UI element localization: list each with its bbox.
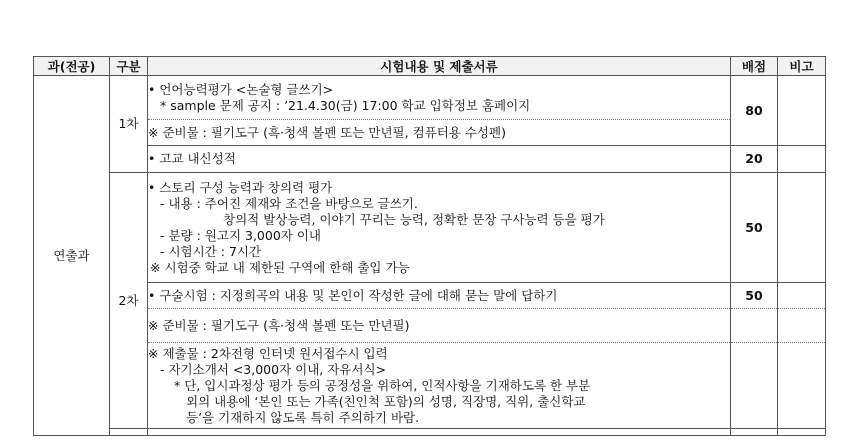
header-major: 과(전공) bbox=[34, 57, 110, 76]
stage2-item1 bbox=[148, 173, 731, 283]
stage2-item2: • 구술시험 : 지정희곡의 내용 및 본인이 작성한 글에 대해 묻는 말에 답하기 bbox=[148, 283, 731, 309]
stage1-prep: ※ 준비물 : 필기도구 (흑·청색 볼펜 또는 만년필, 컴퓨터용 수성펜) bbox=[148, 120, 731, 146]
next-note-cell bbox=[778, 429, 826, 436]
stage1-item1-note-cell bbox=[778, 76, 826, 146]
stage2-item1-time: - 시험시간 : 7시간 bbox=[160, 243, 262, 259]
table-header-row bbox=[34, 57, 826, 76]
stage2-submit-note-cell bbox=[778, 343, 826, 429]
table-row bbox=[34, 343, 826, 429]
header-score: 배점 bbox=[731, 57, 778, 76]
next-stage-cell bbox=[110, 429, 148, 436]
stage2-item1-note-cell bbox=[778, 173, 826, 283]
stage1-label: 1차 bbox=[110, 76, 148, 173]
stage2-submit-essay: - 자기소개서 <3,000자 이내, 자유서식> bbox=[160, 361, 387, 377]
stage2-item1-notice: ※ 시험중 학교 내 제한된 구역에 한해 출입 가능 bbox=[150, 259, 410, 275]
header-note: 비고 bbox=[778, 57, 826, 76]
stage1-item1-score: 80 bbox=[731, 76, 778, 146]
next-content-cell bbox=[148, 429, 731, 436]
table-row bbox=[34, 283, 826, 309]
stage2-item1-length: - 분량 : 원고지 3,000자 이내 bbox=[160, 227, 321, 243]
stage2-prep-note-cell bbox=[778, 309, 826, 343]
table-row bbox=[34, 429, 826, 436]
stage2-item1-content: - 내용 : 주어진 제재와 조건을 바탕으로 글쓰기. bbox=[160, 195, 418, 211]
table-row bbox=[34, 146, 826, 173]
stage1-item1 bbox=[148, 76, 731, 120]
header-content: 시험내용 및 제출서류 bbox=[148, 57, 731, 76]
stage1-item1-note: * sample 문제 공지 : ’21.4.30(금) 17:00 학교 입학정보 홈페이지 bbox=[160, 97, 531, 113]
stage2-submit-caution-3: 등’을 기재하지 않도록 특히 주의하기 바람. bbox=[186, 409, 420, 425]
table-row bbox=[34, 173, 826, 283]
stage1-item2-score: 20 bbox=[731, 146, 778, 173]
exam-table bbox=[33, 56, 826, 436]
stage2-submit-caution-1: * 단, 입시과정상 평가 등의 공정성을 위하여, 인적사항을 기재하도록 한 부분 bbox=[174, 377, 591, 393]
stage2-item1-content-detail: 창의적 발상능력, 이야기 꾸리는 능력, 정확한 문장 구사능력 등을 평가 bbox=[223, 211, 605, 227]
stage2-prep: ※ 준비물 : 필기도구 (흑·청색 볼펜 또는 만년필) bbox=[148, 309, 731, 343]
stage2-item2-note-cell bbox=[778, 283, 826, 309]
table-row bbox=[34, 120, 826, 146]
next-score-cell bbox=[731, 429, 778, 436]
stage2-submit-title: ※ 제출물 : 2차전형 인터넷 원서접수시 입력 bbox=[148, 345, 388, 361]
stage1-item2-note-cell bbox=[778, 146, 826, 173]
stage1-item2: • 고교 내신성적 bbox=[148, 146, 731, 173]
stage2-submit bbox=[148, 343, 731, 429]
stage2-item2-score: 50 bbox=[731, 283, 778, 309]
stage1-item1-title: • 언어능력평가 <논술형 글쓰기> bbox=[148, 81, 334, 97]
stage2-submit-score-cell bbox=[731, 343, 778, 429]
stage2-prep-score-cell bbox=[731, 309, 778, 343]
table-row bbox=[34, 309, 826, 343]
table-row bbox=[34, 76, 826, 120]
stage2-submit-caution-2: 외의 내용에 ‘본인 또는 가족(친인척 포함)의 성명, 직장명, 직위, 출신학교 bbox=[186, 393, 586, 409]
stage2-item1-score: 50 bbox=[731, 173, 778, 283]
major-cell: 연출과 bbox=[34, 76, 110, 436]
stage2-label: 2차 bbox=[110, 173, 148, 429]
header-stage: 구분 bbox=[110, 57, 148, 76]
stage2-item1-title: • 스토리 구성 능력과 창의력 평가 bbox=[148, 179, 333, 195]
